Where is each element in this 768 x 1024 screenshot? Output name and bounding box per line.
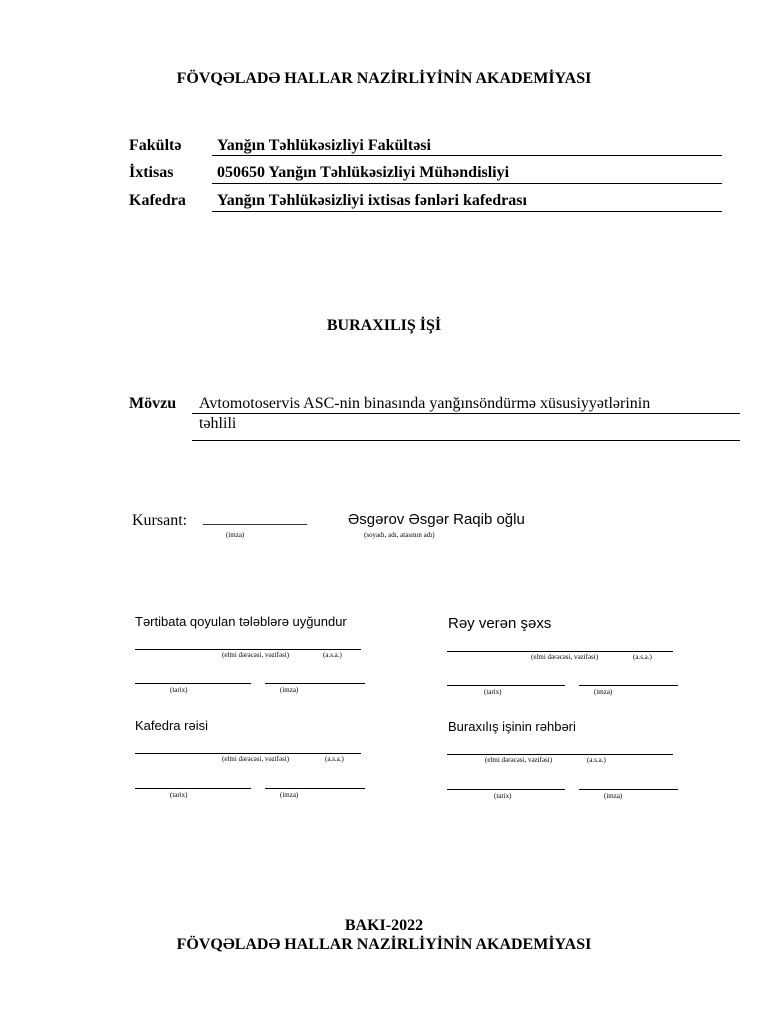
specialty-value: 050650 Yanğın Təhlükəsizliyi Mühəndisliyi (217, 164, 510, 181)
format-compliance-label: Tərtibata qoyulan tələblərə uyğundur (135, 614, 347, 629)
specialty-label: İxtisas (129, 164, 174, 181)
format-signature-line (265, 683, 365, 684)
cadet-label: Kursant: (132, 512, 188, 529)
department-label: Kafedra (129, 192, 186, 209)
supervisor-date-caption: (tarix) (494, 792, 512, 800)
supervisor-signature-caption: (imza) (604, 792, 623, 800)
reviewer-date-line (447, 685, 565, 686)
cadet-signature-blank: _____________ (203, 510, 307, 527)
cadet-name: Əsgərov Əsgər Raqib oğlu (348, 511, 525, 528)
topic-underline-1 (192, 413, 740, 414)
head-degree-caption: (elmi dərəcəsi, vəzifəsi) (222, 755, 290, 763)
supervisor-signature-line (579, 789, 678, 790)
head-date-caption: (tarix) (170, 791, 188, 799)
reviewer-signature-line (579, 685, 678, 686)
specialty-underline (212, 183, 722, 184)
format-initials-caption: (a.s.a.) (323, 651, 342, 659)
supervisor-degree-line (447, 754, 673, 755)
supervisor-date-line (447, 789, 565, 790)
head-initials-caption: (a.s.a.) (325, 755, 344, 763)
supervisor-label: Buraxılış işinin rəhbəri (448, 719, 576, 734)
document-title: BURAXILIŞ İŞİ (326, 317, 442, 334)
reviewer-degree-line (447, 651, 673, 652)
format-degree-line (135, 649, 361, 650)
reviewer-date-caption: (tarix) (484, 688, 502, 696)
head-signature-line (265, 788, 365, 789)
format-date-line (135, 683, 251, 684)
academy-footer: FÖVQƏLADƏ HALLAR NAZİRLİYİNİN AKADEMİYASI (176, 936, 592, 953)
supervisor-initials-caption: (a.s.a.) (587, 756, 606, 764)
faculty-label: Fakültə (129, 137, 182, 154)
reviewer-signature-caption: (imza) (594, 688, 613, 696)
reviewer-label: Rəy verən şəxs (448, 615, 552, 632)
topic-underline-2 (192, 440, 740, 441)
head-of-department-label: Kafedra rəisi (135, 718, 208, 733)
reviewer-degree-caption: (elmi dərəcəsi, vəzifəsi) (531, 653, 599, 661)
city-year: BAKI-2022 (344, 917, 424, 934)
topic-line-1: Avtomotoservis ASC-nin binasında yanğınsöndürmə xüsusiyyətlərinin (199, 395, 651, 412)
department-underline (212, 211, 722, 212)
reviewer-initials-caption: (a.s.a.) (633, 653, 652, 661)
faculty-underline (212, 155, 722, 156)
format-signature-caption: (imza) (280, 686, 299, 694)
format-date-caption: (tarix) (170, 686, 188, 694)
head-signature-caption: (imza) (280, 791, 299, 799)
cadet-signature-caption: (imza) (226, 531, 245, 539)
head-degree-line (135, 753, 361, 754)
cadet-name-caption: (soyadı, adı, atasının adı) (364, 531, 435, 539)
format-degree-caption: (elmi dərəcəsi, vəzifəsi) (222, 651, 290, 659)
academy-header: FÖVQƏLADƏ HALLAR NAZİRLİYİNİN AKADEMİYASI (176, 70, 592, 87)
topic-label: Mövzu (129, 395, 177, 412)
head-date-line (135, 788, 251, 789)
supervisor-degree-caption: (elmi dərəcəsi, vəzifəsi) (485, 756, 553, 764)
department-value: Yanğın Təhlükəsizliyi ixtisas fənləri kafedrası (217, 192, 527, 209)
faculty-value: Yanğın Təhlükəsizliyi Fakültəsi (217, 137, 431, 154)
topic-line-2: təhlili (199, 415, 237, 432)
